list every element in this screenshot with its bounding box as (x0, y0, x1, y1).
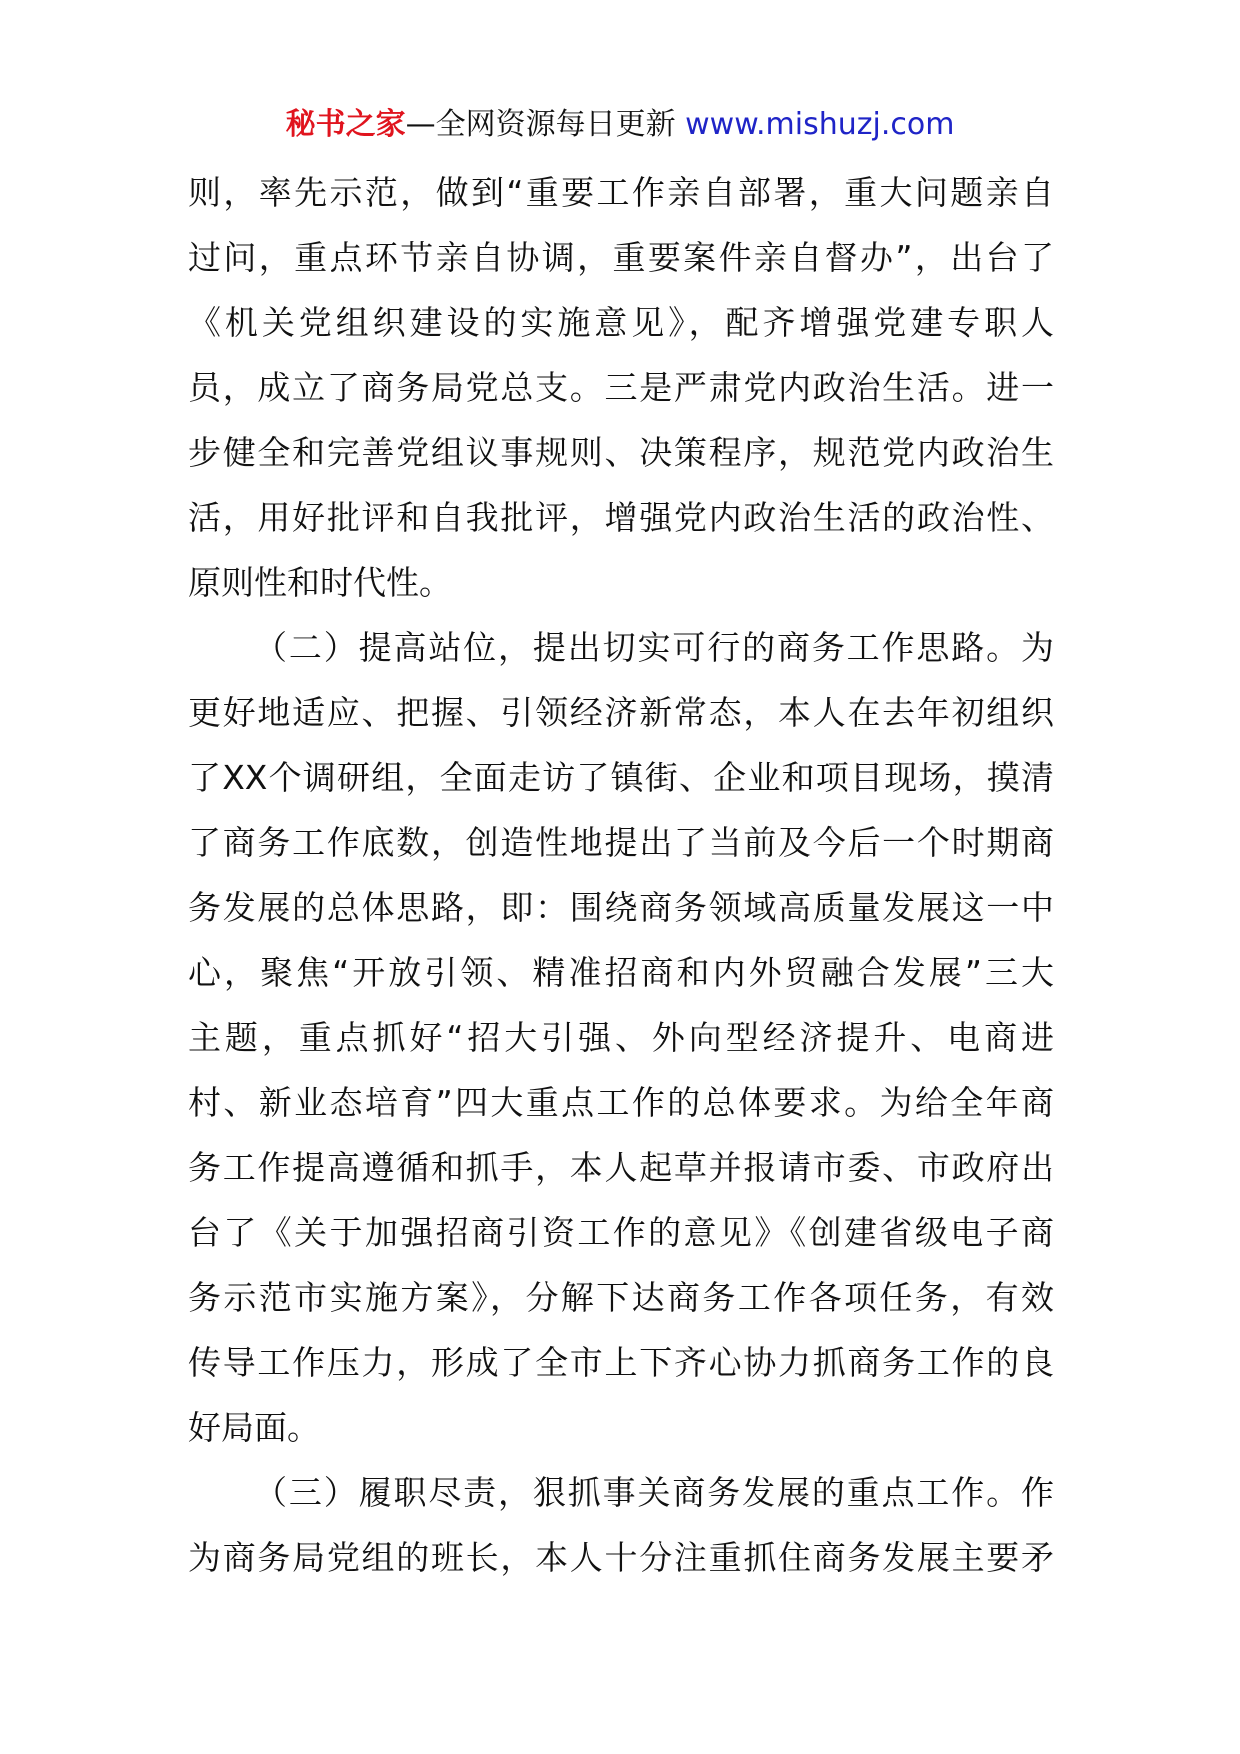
text-line: 《机关党组织建设的实施意见》，配齐增强党建专职人 (188, 303, 1054, 342)
text-line: 心，聚焦“开放引领、精准招商和内外贸融合发展”三大 (188, 953, 1054, 992)
text-line: 更好地适应、把握、引领经济新常态，本人在去年初组织 (188, 693, 1054, 732)
text-line: 台了《关于加强招商引资工作的意见》《创建省级电子商 (188, 1213, 1054, 1252)
text-line: 了XX个调研组，全面走访了镇街、企业和项目现场，摸清 (188, 758, 1054, 797)
header-brand: 秘书之家 (285, 107, 406, 142)
text-line: 员，成立了商务局党总支。三是严肃党内政治生活。进一 (188, 368, 1054, 407)
text-line: 过问，重点环节亲自协调，重要案件亲自督办”，出台了 (188, 238, 1054, 277)
text-line: 原则性和时代性。 (188, 563, 452, 602)
document-body (188, 160, 1054, 1590)
text-line: 活，用好批评和自我批评，增强党内政治生活的政治性、 (188, 498, 1054, 537)
paragraph-heading-line: （三）履职尽责，狠抓事关商务发展的重点工作。作 (254, 1473, 1054, 1512)
text-line: 步健全和完善党组议事规则、决策程序，规范党内政治生 (188, 433, 1054, 472)
text-line: 传导工作压力，形成了全市上下齐心协力抓商务工作的良 (188, 1343, 1054, 1382)
text-line: 主题，重点抓好“招大引强、外向型经济提升、电商进 (188, 1018, 1054, 1057)
header-url-link[interactable]: www.mishuzj.com (685, 107, 955, 142)
text-line: 则，率先示范，做到“重要工作亲自部署，重大问题亲自 (188, 173, 1054, 212)
text-line: 村、新业态培育”四大重点工作的总体要求。为给全年商 (188, 1083, 1054, 1122)
header-slogan: —全网资源每日更新 (405, 107, 676, 142)
text-line: 务示范市实施方案》，分解下达商务工作各项任务，有效 (188, 1278, 1054, 1317)
page-header (0, 103, 1240, 147)
text-line: 了商务工作底数，创造性地提出了当前及今后一个时期商 (188, 823, 1054, 862)
text-line: 好局面。 (188, 1408, 320, 1447)
paragraph-heading-line: （二）提高站位，提出切实可行的商务工作思路。为 (254, 628, 1054, 667)
text-line: 务工作提高遵循和抓手，本人起草并报请市委、市政府出 (188, 1148, 1054, 1187)
text-line: 务发展的总体思路，即：围绕商务领域高质量发展这一中 (188, 888, 1054, 927)
text-line: 为商务局党组的班长，本人十分注重抓住商务发展主要矛 (188, 1538, 1054, 1577)
